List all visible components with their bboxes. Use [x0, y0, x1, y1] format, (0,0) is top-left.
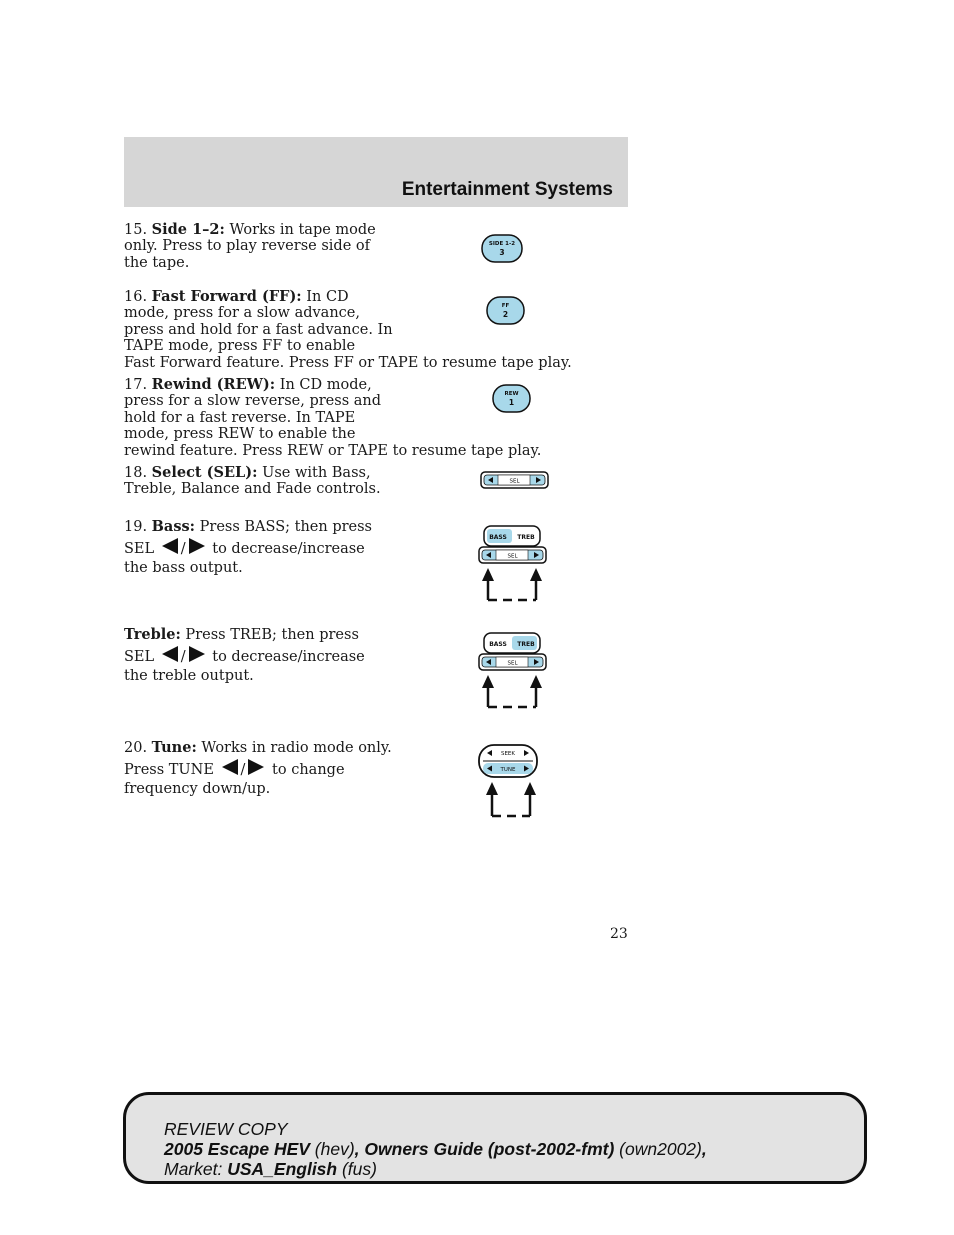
sel-button-icon — [480, 471, 550, 491]
side-button-number: 3 — [499, 248, 505, 257]
rew-button-label: REW — [504, 391, 519, 397]
left-arrow-icon — [162, 538, 178, 554]
rew-button-number: 1 — [508, 398, 515, 407]
item-fast-forward: 16. Fast Forward (FF): In CD mode, press for a slow advance, press and hold for a fast advance. In TAPE mode, press FF to enable Fast Forward feature. Press FF or TAPE to resume tape play. — [124, 288, 572, 371]
svg-text:BASS: BASS — [489, 641, 507, 648]
item-select: 18. Select (SEL): Use with Bass, Treble, Balance and Fade controls. — [124, 464, 381, 498]
bass-button-label: BASS — [489, 534, 507, 541]
review-copy-footer — [123, 1092, 867, 1184]
tune-control-diagram — [478, 744, 540, 820]
svg-text:TREB: TREB — [517, 641, 535, 648]
fast-forward-button-icon — [486, 296, 526, 326]
item-treble: Treble: Press TREB; then press SEL / to decrease/increase the treble output. — [124, 626, 365, 684]
treb-button-label: TREB — [517, 534, 535, 541]
ff-button-label: FF — [501, 303, 510, 309]
svg-text:SEL: SEL — [507, 553, 518, 560]
left-arrow-icon — [162, 646, 178, 662]
footer-model-line: 2005 Escape HEV (hev), Owners Guide (post-2002-fmt) (own2002), — [164, 1139, 707, 1159]
tune-button-label: TUNE — [500, 767, 516, 773]
section-header — [124, 137, 628, 207]
page-number: 23 — [610, 926, 628, 942]
footer-market-line: Market: USA_English (fus) — [164, 1159, 377, 1179]
treble-control-diagram — [478, 631, 550, 713]
right-arrow-icon — [189, 646, 205, 662]
bass-control-diagram — [478, 524, 550, 606]
side-1-2-button-icon — [481, 234, 523, 264]
right-arrow-icon — [248, 759, 264, 775]
side-button-label: SIDE 1-2 — [488, 241, 516, 247]
right-arrow-icon — [189, 538, 205, 554]
item-bass: 19. Bass: Press BASS; then press SEL / to decrease/increase the bass output. — [124, 518, 372, 576]
seek-button-label: SEEK — [500, 751, 516, 757]
review-copy-label: REVIEW COPY — [164, 1119, 288, 1139]
sel-button-label: SEL — [509, 478, 520, 485]
rewind-button-icon — [492, 384, 532, 414]
section-title: Entertainment Systems — [401, 179, 613, 200]
item-rewind: 17. Rewind (REW): In CD mode, press for a slow reverse, press and hold for a fast reverse. In TAPE mode, press REW to enable the rewind feature. Press REW or TAPE to resume tape play. — [124, 376, 542, 459]
left-arrow-icon — [222, 759, 238, 775]
item-tune: 20. Tune: Works in radio mode only. Press TUNE / to change frequency down/up. — [124, 739, 392, 797]
item-side-1-2: 15. Side 1–2: Works in tape mode only. Press to play reverse side of the tape. — [124, 221, 376, 271]
ff-button-number: 2 — [502, 310, 509, 319]
svg-text:SEL: SEL — [507, 660, 518, 667]
